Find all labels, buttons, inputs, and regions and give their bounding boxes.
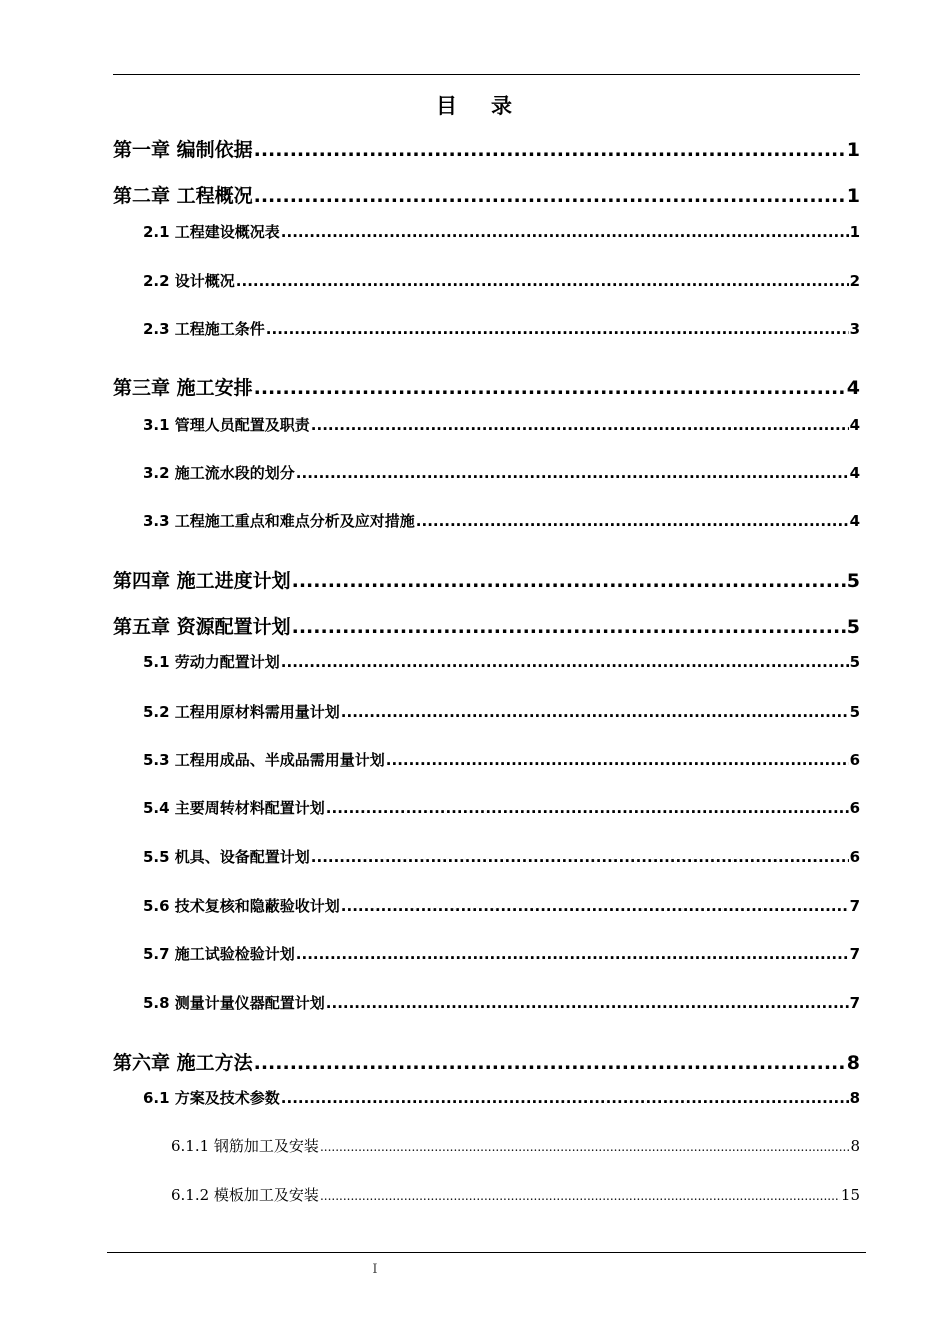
dot-leader <box>320 1189 840 1203</box>
toc-entry-page: 1 <box>846 185 860 207</box>
toc-entry[interactable] <box>143 992 860 1013</box>
dot-leader <box>341 703 849 721</box>
toc-entry-label: 6.1.2 模板加工及安装 <box>171 1186 319 1204</box>
toc-entry[interactable] <box>143 270 860 291</box>
toc-entry-label: 5.8 测量计量仪器配置计划 <box>143 994 325 1012</box>
toc-entry[interactable] <box>143 414 860 435</box>
toc-entry-page: 4 <box>849 464 860 482</box>
toc-entry[interactable] <box>143 651 860 672</box>
toc-entry-label: 第二章 工程概况 <box>113 185 253 207</box>
dot-leader <box>296 464 849 482</box>
toc-entry-label: 5.6 技术复核和隐蔽验收计划 <box>143 897 340 915</box>
toc-entry[interactable] <box>143 1087 860 1108</box>
toc-entry-page: 6 <box>849 751 860 769</box>
dot-leader <box>281 223 849 241</box>
dot-leader <box>281 1089 849 1107</box>
dot-leader <box>292 570 846 592</box>
toc-entry-page: 1 <box>846 139 860 161</box>
toc-entry-label: 6.1 方案及技术参数 <box>143 1089 280 1107</box>
toc-entry[interactable] <box>143 846 860 867</box>
dot-leader <box>311 848 849 866</box>
toc-entry-page: 8 <box>846 1052 860 1074</box>
toc-entry[interactable] <box>171 1184 860 1205</box>
dot-leader <box>254 1052 846 1074</box>
toc-entry-label: 6.1.1 钢筋加工及安装 <box>171 1137 319 1155</box>
dot-leader <box>296 945 849 963</box>
toc-entry-page: 4 <box>846 377 860 399</box>
toc-entry-page: 15 <box>840 1186 860 1204</box>
dot-leader <box>320 1140 850 1154</box>
toc-entry-page: 8 <box>849 1089 860 1107</box>
dot-leader <box>236 272 849 290</box>
toc-title-char-2: 录 <box>491 94 514 118</box>
toc-entry-label: 5.1 劳动力配置计划 <box>143 653 280 671</box>
toc-entry-label: 3.1 管理人员配置及职责 <box>143 416 310 434</box>
dot-leader <box>254 139 846 161</box>
dot-leader <box>311 416 849 434</box>
toc-entry-page: 6 <box>849 799 860 817</box>
footer-page-number: I <box>372 1262 378 1277</box>
toc-entry-page: 3 <box>849 320 860 338</box>
footer-rule <box>107 1252 866 1253</box>
toc-entry-page: 5 <box>846 570 860 592</box>
dot-leader <box>326 994 849 1012</box>
dot-leader <box>254 185 846 207</box>
toc-entry[interactable] <box>143 749 860 770</box>
toc-entry-page: 4 <box>849 512 860 530</box>
dot-leader <box>292 616 846 638</box>
toc-entry-label: 5.5 机具、设备配置计划 <box>143 848 310 866</box>
dot-leader <box>281 653 849 671</box>
toc-entry-page: 2 <box>849 272 860 290</box>
dot-leader <box>386 751 849 769</box>
toc-entry[interactable] <box>113 566 860 593</box>
toc-entry[interactable] <box>143 221 860 242</box>
toc-entry-page: 7 <box>849 994 860 1012</box>
toc-entry[interactable] <box>143 895 860 916</box>
toc-entry-label: 3.3 工程施工重点和难点分析及应对措施 <box>143 512 415 530</box>
dot-leader <box>341 897 849 915</box>
toc-entry-page: 5 <box>849 653 860 671</box>
toc-entry-label: 2.1 工程建设概况表 <box>143 223 280 241</box>
toc-entry-page: 7 <box>849 897 860 915</box>
toc-entry-label: 第三章 施工安排 <box>113 377 253 399</box>
toc-entry[interactable] <box>143 318 860 339</box>
toc-entry-page: 6 <box>849 848 860 866</box>
toc-entry[interactable] <box>143 701 860 722</box>
dot-leader <box>254 377 846 399</box>
toc-entry-label: 第四章 施工进度计划 <box>113 570 291 592</box>
toc-entry[interactable] <box>113 135 860 162</box>
toc-entry[interactable] <box>113 181 860 208</box>
toc-entry-page: 5 <box>846 616 860 638</box>
toc-title-char-1: 目 <box>436 94 459 118</box>
toc-entry[interactable] <box>113 612 860 639</box>
toc-entry-label: 第六章 施工方法 <box>113 1052 253 1074</box>
toc-entry[interactable] <box>143 797 860 818</box>
dot-leader <box>416 512 849 530</box>
dot-leader <box>266 320 849 338</box>
toc-entry-page: 8 <box>850 1137 860 1155</box>
toc-entry-page: 5 <box>849 703 860 721</box>
toc-entry[interactable] <box>143 510 860 531</box>
toc-entry-label: 5.2 工程用原材料需用量计划 <box>143 703 340 721</box>
toc-entry-page: 4 <box>849 416 860 434</box>
dot-leader <box>326 799 849 817</box>
toc-entry[interactable] <box>143 943 860 964</box>
toc-entry-label: 2.2 设计概况 <box>143 272 235 290</box>
toc-entry-label: 第一章 编制依据 <box>113 139 253 161</box>
toc-entry-page: 1 <box>849 223 860 241</box>
toc-entry[interactable] <box>143 462 860 483</box>
toc-entry-label: 5.3 工程用成品、半成品需用量计划 <box>143 751 385 769</box>
toc-entry-label: 5.7 施工试验检验计划 <box>143 945 295 963</box>
toc-entry-page: 7 <box>849 945 860 963</box>
toc-entry[interactable] <box>171 1135 860 1156</box>
toc-entry-label: 3.2 施工流水段的划分 <box>143 464 295 482</box>
toc-entry[interactable] <box>113 1048 860 1075</box>
toc-entry-label: 5.4 主要周转材料配置计划 <box>143 799 325 817</box>
toc-entry[interactable] <box>113 373 860 400</box>
toc-entry-label: 第五章 资源配置计划 <box>113 616 291 638</box>
toc-entry-label: 2.3 工程施工条件 <box>143 320 265 338</box>
